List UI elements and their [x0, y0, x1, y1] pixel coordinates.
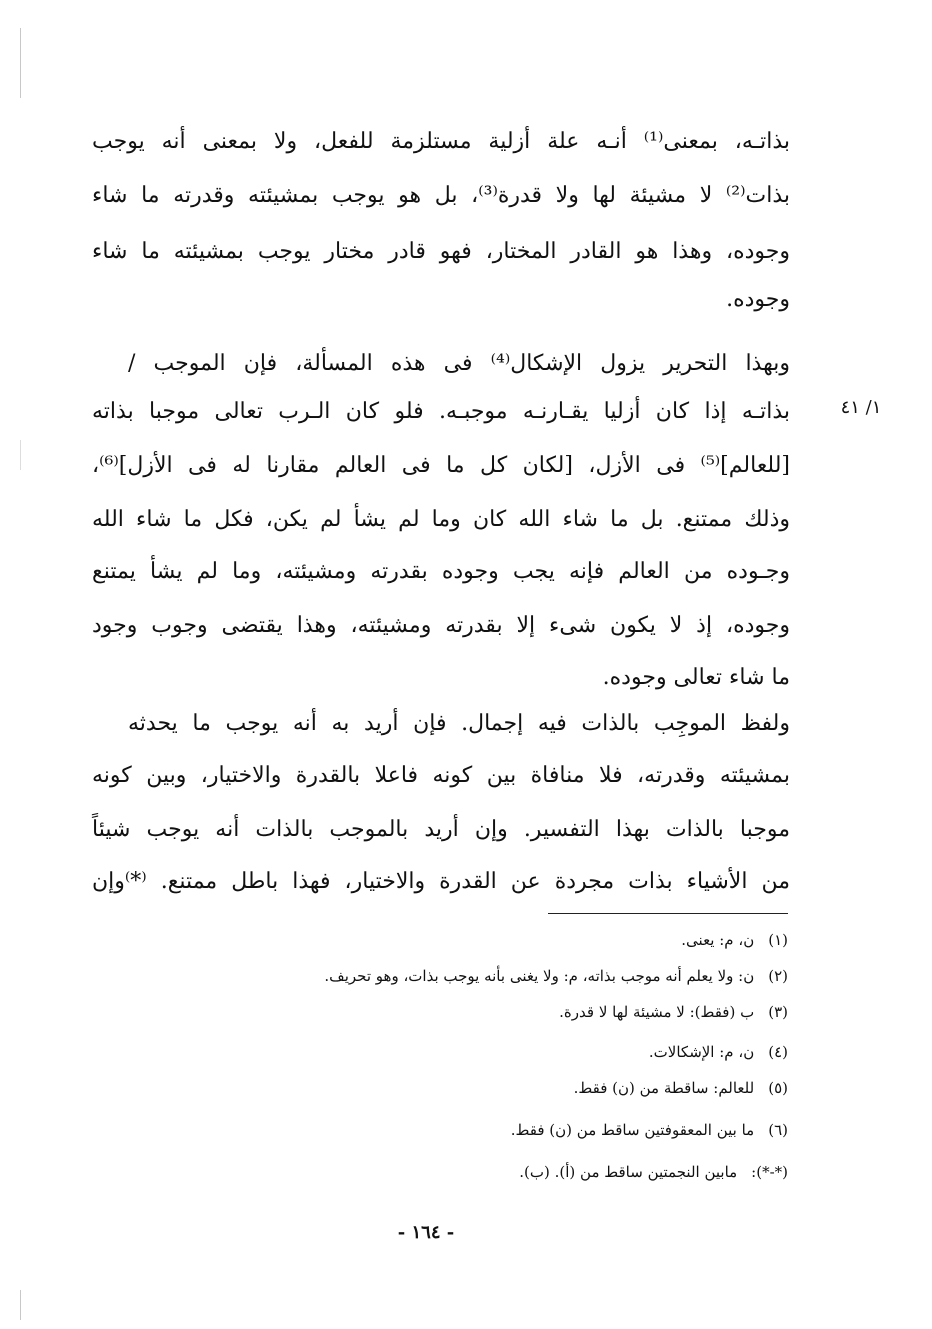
footnote-text: ن: ولا يعلم أنه موجب بذاته، م: ولا يغنى بأنه يوجب بذات، وهو تحريف. [324, 967, 755, 985]
footnote-text: للعالم: ساقطة من (ن) فقط. [573, 1079, 755, 1097]
text-line: بذات⁽²⁾ لا مشيئة لها ولا قدرة⁽³⁾، بل هو يوجب بمشيئته وقدرته ما شاء [92, 183, 790, 208]
text-line: وذلك ممتنع. بل ما شاء الله كان وما لم يشأ لم يكن، فكل ما شاء الله [92, 507, 790, 532]
text-line: موجبا بالذات بهذا التفسير. وإن أريد بالموجب بالذات أنه يوجب شيئاً [92, 817, 790, 842]
text-line: وجوده. [726, 287, 790, 312]
footnote-number: (٦) [768, 1121, 788, 1139]
footnote-number: (٣) [768, 1003, 788, 1021]
footnote-item [681, 924, 788, 956]
footnote-text: ن، م: الإشكالات. [648, 1043, 755, 1061]
text-line: بمشيئته وقدرته، فلا منافاة بين كونه فاعلا بالقدرة والاختيار، وبين كونه [92, 763, 790, 788]
text-line: [للعالم]⁽⁵⁾ فى الأزل، [لكان كل ما فى العالم مقارنا له فى الأزل]⁽⁶⁾، [92, 453, 790, 478]
text-line: بذاتـه إذا كان أزليا يقـارنـه موجبـه. فلو كان الـرب تعالى موجبا بذاته [92, 399, 790, 424]
text-line: وجـوده من العالم فإنه يجب وجوده بقدرته ومشيئته، وما لم يشأ يمتنع [92, 559, 790, 584]
text-line: من الأشياء بذات مجردة عن القدرة والاختيار، فهذا باطل ممتنع. ⁽*⁾وإن [92, 869, 790, 894]
footnote-text: ب (فقط): لا مشيئة لها لا قدرة. [559, 1003, 755, 1021]
footnote-number: (*-*): [751, 1163, 788, 1181]
margin-reference: ١/ ٤١ [840, 397, 882, 418]
text-line: بذاتـه، بمعنى⁽¹⁾ أنـه علة أزلية مستلزمة للفعل، ولا بمعنى أنه يوجب [92, 129, 790, 154]
footnote-text: ما بين المعقوفتين ساقط من (ن) فقط. [510, 1121, 755, 1139]
scan-edge-mark [20, 1290, 21, 1320]
footnote-text: ن، م: يعنى. [681, 931, 755, 949]
text-line: ما شاء تعالى وجوده. [602, 665, 790, 690]
text-line: وجوده، وهذا هو القادر المختار، فهو قادر مختار يوجب بمشيئته ما شاء [92, 239, 790, 264]
footnote-number: (٥) [768, 1079, 788, 1097]
text-line: وبهذا التحرير يزول الإشكال⁽⁴⁾ فى هذه المسألة، فإن الموجب / [128, 351, 790, 376]
footnote-divider [548, 913, 788, 914]
scan-edge-mark [20, 28, 21, 98]
footnote-item [519, 1156, 788, 1188]
footnote-item [574, 1072, 788, 1104]
footnote-item [559, 996, 788, 1028]
footnote-item [649, 1036, 788, 1068]
footnote-item [511, 1114, 788, 1146]
footnote-number: (٢) [768, 967, 788, 985]
footnote-number: (٤) [768, 1043, 788, 1061]
text-line: ولفظ الموجِب بالذات فيه إجمال. فإن أريد به أنه يوجب ما يحدثه [128, 711, 790, 736]
scan-edge-mark [20, 440, 21, 470]
footnote-text: مابين النجمتين ساقط من (أ). (ب). [519, 1163, 738, 1181]
footnote-number: (١) [768, 931, 788, 949]
footnote-item [324, 960, 788, 992]
page-number: - ١٦٤ - [397, 1222, 455, 1243]
text-line: وجوده، إذ لا يكون شىء إلا بقدرته ومشيئته، وهذا يقتضى وجوب وجود [92, 613, 790, 638]
